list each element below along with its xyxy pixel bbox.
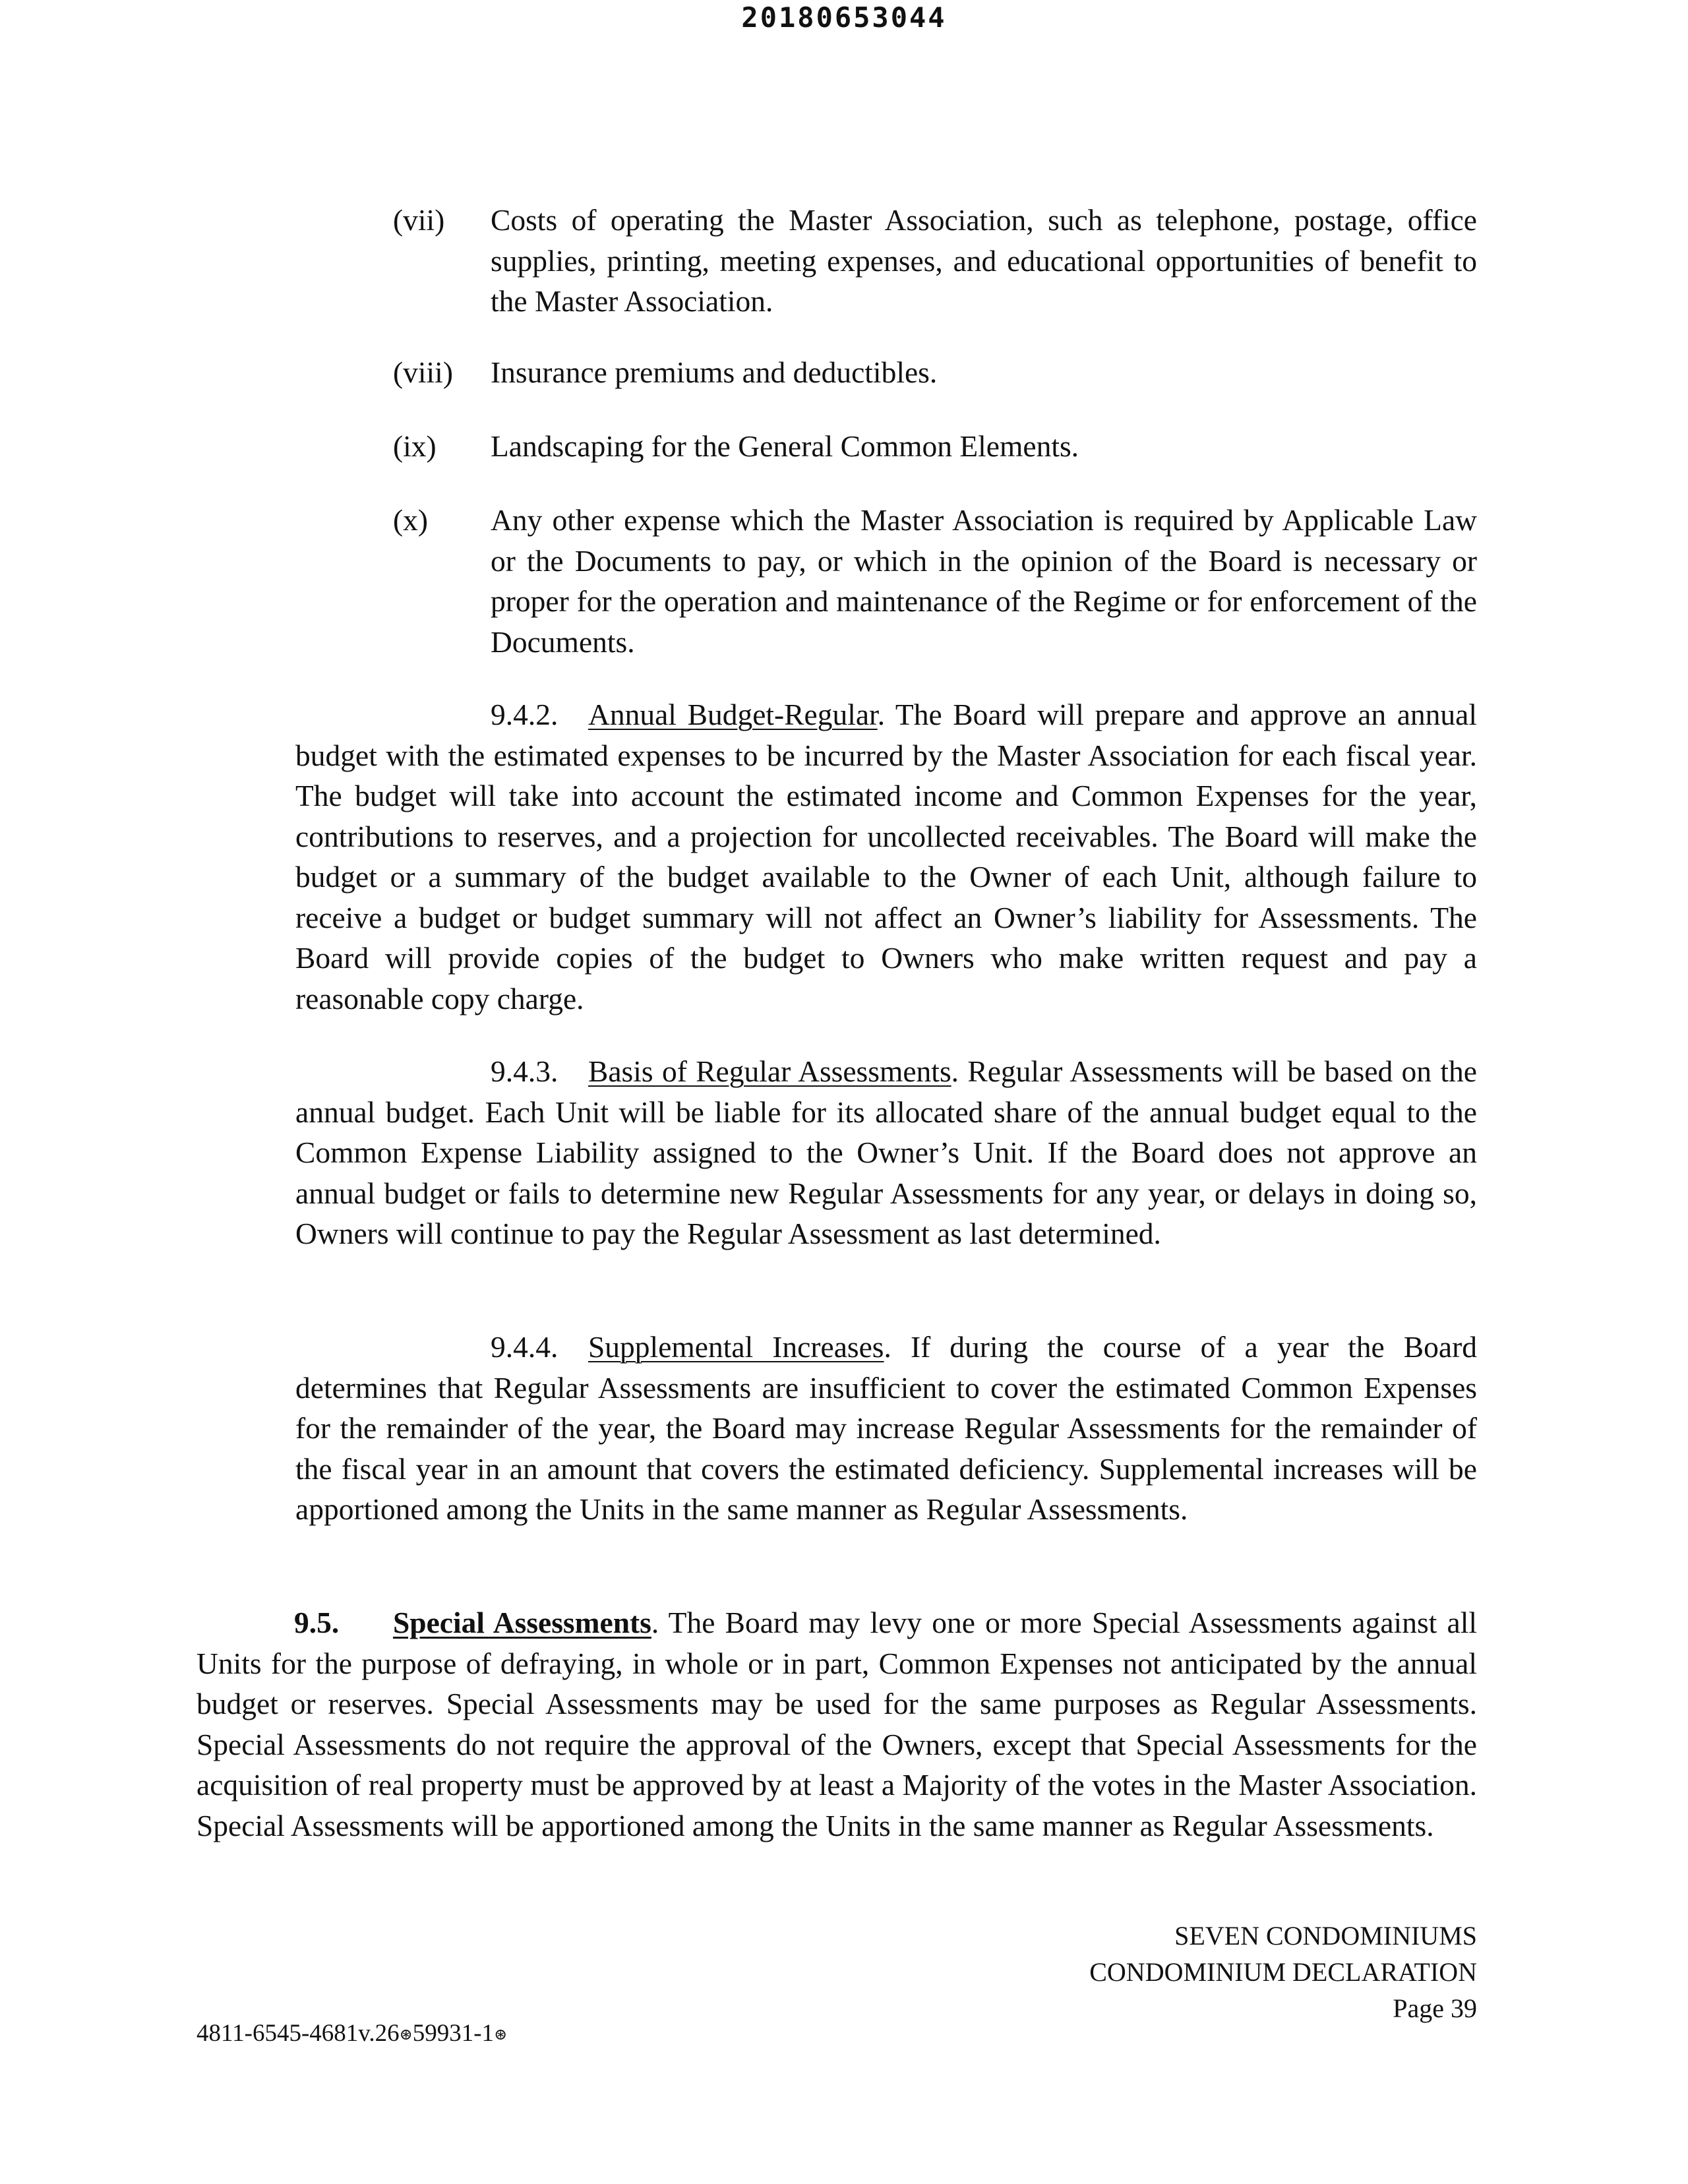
document-mark-icon: ⊛ <box>399 2026 413 2044</box>
section-body: . The Board may levy one or more Special Assessments against all Units for the purpose of defraying, in whole or in part, Common Expenses not anticipated by the annual budget or reserves. Special Assessments may be used for the same purposes as Regular Assessments. Special Assessments do not require the approval of the Owners, except that Special Assessments for the acquisition of real property must be approved by at least a Majority of the votes in the Master Association. Special Assessments will be apportioned among the Units in the same manner as Regular Assessments. <box>196 1606 1477 1842</box>
document-id <box>196 2018 507 2051</box>
footer-line-1: SEVEN CONDOMINIUMS <box>1174 1921 1477 1951</box>
page-number: Page 39 <box>1393 1993 1477 2023</box>
document-mark-icon: ⊛ <box>494 2026 508 2044</box>
paragraph-title: Annual Budget-Regular <box>588 698 878 731</box>
paragraph-annual-budget <box>295 694 1477 1019</box>
paragraph-body: . The Board will prepare and approve an annual budget with the estimated expenses to be incurred by the Master Association for each fiscal year. The budget will take into account the estimated income and Common Expenses for the year, contributions to reserves, and a projection for uncollected receivables. The Board will make the budget or a summary of the budget available to the Owner of each Unit, although failure to receive a budget or budget summary will not affect an Owner’s liability for Assessments. The Board will provide copies of the budget to Owners who make written request and pay a reasonable copy charge. <box>295 698 1477 1016</box>
list-item-number: (x) <box>393 503 429 537</box>
list-item-text: Any other expense which the Master Association is required by Applicable Law or the Documents to pay, or which in the opinion of the Board is necessary or proper for the operation and maintenance of the Regime or for enforcement of the Documents. <box>491 503 1477 659</box>
footer-line-2: CONDOMINIUM DECLARATION <box>1089 1957 1477 1987</box>
paragraph-title: Supplemental Increases <box>588 1330 884 1364</box>
paragraph-number: 9.4.4. <box>491 1330 558 1364</box>
section-special-assessments <box>196 1602 1477 1846</box>
section-number: 9.5. <box>294 1606 340 1639</box>
paragraph-title: Basis of Regular Assessments <box>588 1054 951 1088</box>
list-item-number: (viii) <box>393 355 453 389</box>
list-item-text: Landscaping for the General Common Elements. <box>491 429 1079 463</box>
list-item-number: (ix) <box>393 429 437 463</box>
recording-number: 20180653044 <box>741 1 947 34</box>
paragraph-supplemental-increases <box>295 1327 1477 1530</box>
paragraph-body: . If during the course of a year the Board determines that Regular Assessments are insufficient to cover the estimated Common Expenses for the remainder of the year, the Board may increase Regular Assessments for the remainder of the fiscal year in an amount that covers the estimated deficiency. Supplemental increases will be apportioned among the Units in the same manner as Regular Assessments. <box>295 1330 1477 1526</box>
paragraph-basis-regular-assessments <box>295 1051 1477 1254</box>
list-item-text: Costs of operating the Master Association, such as telephone, postage, office supplies, printing, meeting expenses, and educational opportunities of benefit to the Master Association. <box>491 203 1477 318</box>
paragraph-number: 9.4.3. <box>491 1054 558 1088</box>
section-title: Special Assessments <box>393 1606 651 1639</box>
document-id-a: 4811-6545-4681v.26 <box>196 2020 400 2047</box>
list-item-number: (vii) <box>393 203 445 237</box>
paragraph-number: 9.4.2. <box>491 698 558 731</box>
document-id-b: 59931-1 <box>412 2020 495 2047</box>
paragraph-body: . Regular Assessments will be based on the annual budget. Each Unit will be liable for its allocated share of the annual budget equal to the Common Expense Liability assigned to the Owner’s Unit. If the Board does not approve an annual budget or fails to determine new Regular Assessments for any year, or delays in doing so, Owners will continue to pay the Regular Assessment as last determined. <box>295 1054 1478 1250</box>
footer-document-title <box>1089 1918 1477 2026</box>
list-item-text: Insurance premiums and deductibles. <box>491 355 938 389</box>
